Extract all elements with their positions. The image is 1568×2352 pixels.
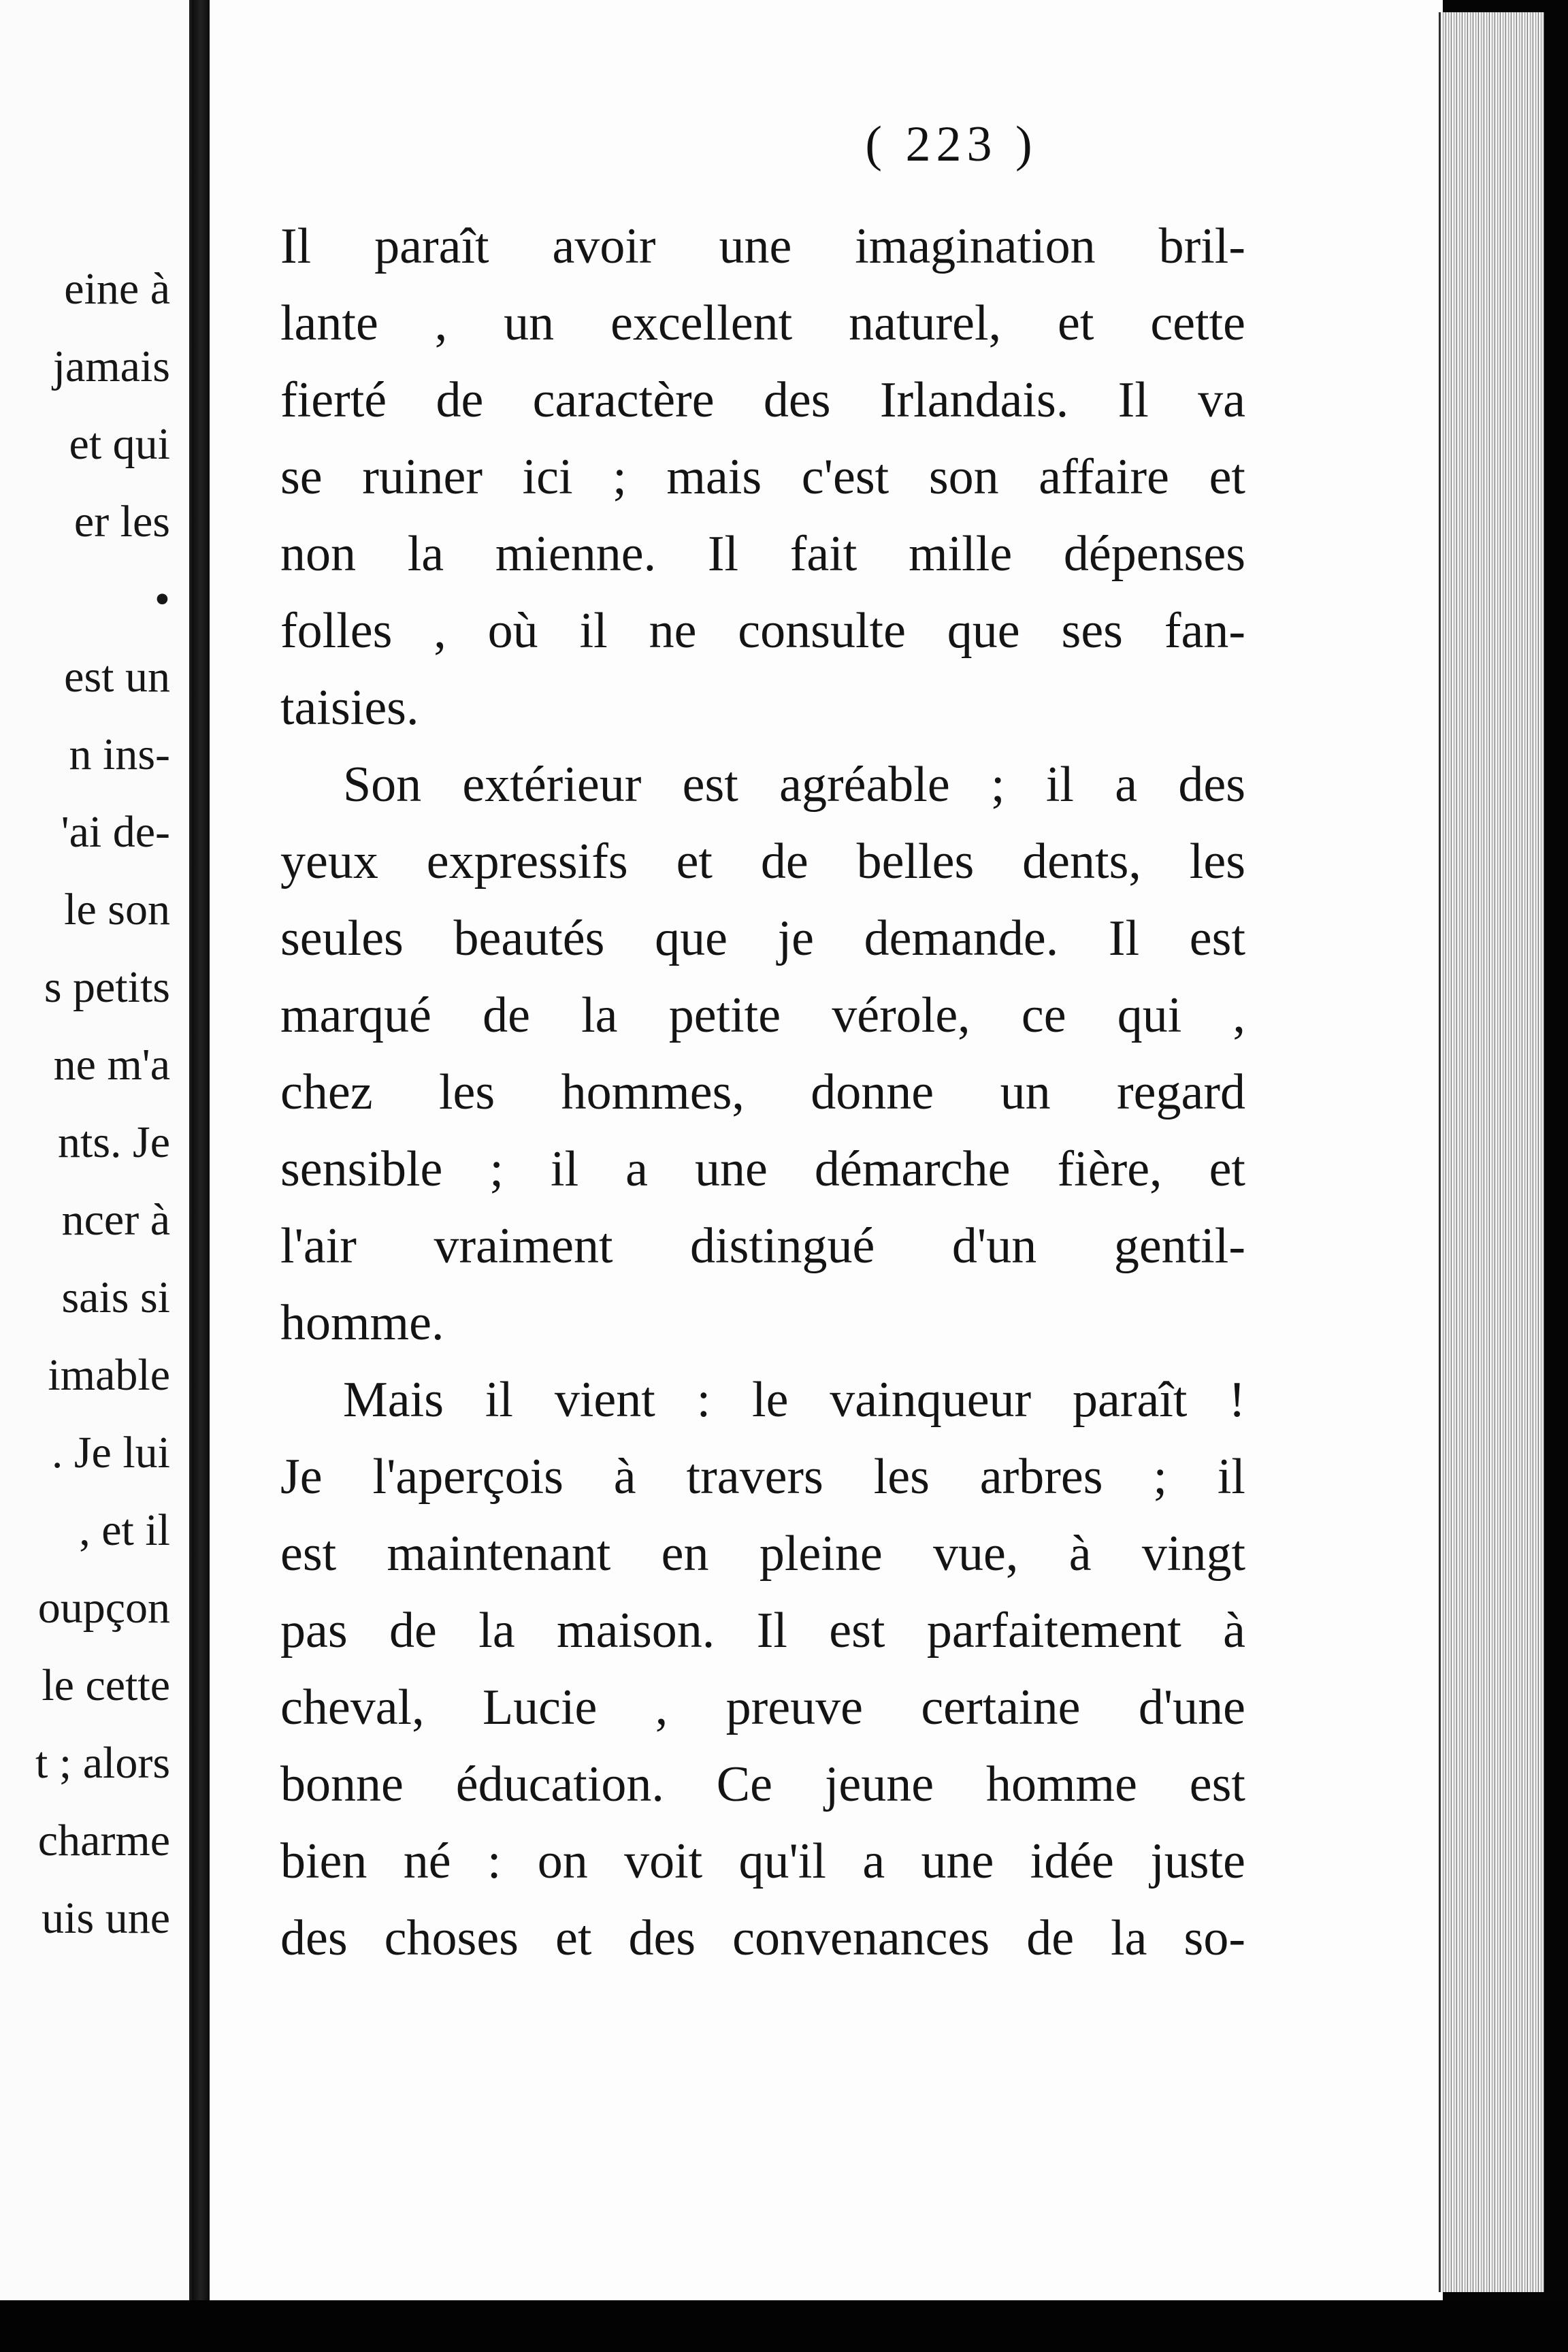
left-line: le cette [42, 1661, 170, 1710]
text-line: chez les hommes, donne un regard [280, 1064, 1245, 1120]
page-body [280, 208, 1245, 1977]
left-line: uis une [42, 1893, 170, 1943]
left-line: s petits [44, 962, 170, 1012]
text-line: se ruiner ici ; mais c'est son affaire et [280, 449, 1245, 505]
text-line: folles , où il ne consulte que ses fan- [280, 603, 1245, 659]
text-line: Je l'aperçois à travers les arbres ; il [280, 1449, 1245, 1505]
previous-page [0, 0, 192, 2300]
book-gutter [192, 0, 210, 2352]
text-line: pas de la maison. Il est parfaitement à [280, 1603, 1245, 1659]
left-line: nts. Je [58, 1117, 170, 1167]
text-line: bien né : on voit qu'il a une idée juste [280, 1833, 1245, 1889]
text-line: sensible ; il a une démarche fière, et [280, 1141, 1245, 1197]
text-line: non la mienne. Il fait mille dépenses [280, 526, 1245, 582]
text-line: cheval, Lucie , preuve certaine d'une [280, 1680, 1245, 1735]
left-line: n ins- [69, 730, 170, 779]
text-line: Mais il vient : le vainqueur paraît ! [343, 1372, 1245, 1428]
text-line: est maintenant en pleine vue, à vingt [280, 1526, 1245, 1582]
text-line: Son extérieur est agréable ; il a des [343, 757, 1245, 813]
paragraph-2 [280, 747, 1245, 1362]
text-line: des choses et des convenances de la so- [280, 1910, 1245, 1966]
left-line: . Je lui [51, 1428, 170, 1477]
left-line: imable [48, 1350, 170, 1400]
paragraph-1 [280, 208, 1245, 747]
text-line: fierté de caractère des Irlandais. Il va [280, 372, 1245, 428]
left-line: oupçon [37, 1583, 170, 1633]
left-line: • [154, 574, 170, 624]
left-line: charme [37, 1816, 170, 1865]
text-line: marqué de la petite vérole, ce qui , [280, 987, 1245, 1043]
left-line: et qui [69, 419, 170, 469]
left-line: t ; alors [35, 1738, 170, 1788]
left-line: le son [64, 885, 170, 934]
page-number: ( 223 ) [865, 116, 1038, 172]
left-line: jamais [52, 342, 170, 391]
left-line: est un [64, 652, 170, 702]
left-line: , et il [79, 1505, 170, 1555]
bottom-shadow [0, 2300, 1568, 2352]
page-edges [1439, 12, 1544, 2292]
text-line: yeux expressifs et de belles dents, les [280, 834, 1245, 889]
left-line: sais si [61, 1273, 170, 1322]
text-line: bonne éducation. Ce jeune homme est [280, 1757, 1245, 1812]
left-line: eine à [64, 264, 170, 314]
text-line: homme. [280, 1295, 444, 1351]
current-page [210, 0, 1443, 2300]
text-line: seules beautés que je demande. Il est [280, 911, 1245, 966]
text-line: lante , un excellent naturel, et cette [280, 295, 1245, 351]
left-line: er les [74, 497, 170, 546]
text-line: l'air vraiment distingué d'un gentil- [280, 1218, 1245, 1274]
left-line: ncer à [61, 1195, 170, 1245]
left-line: 'ai de- [61, 807, 170, 857]
left-line: ne m'a [53, 1040, 170, 1090]
text-line: Il paraît avoir une imagination bril- [280, 218, 1245, 274]
text-line: taisies. [280, 680, 419, 736]
paragraph-3 [280, 1362, 1245, 1977]
previous-page-text [35, 250, 170, 1957]
